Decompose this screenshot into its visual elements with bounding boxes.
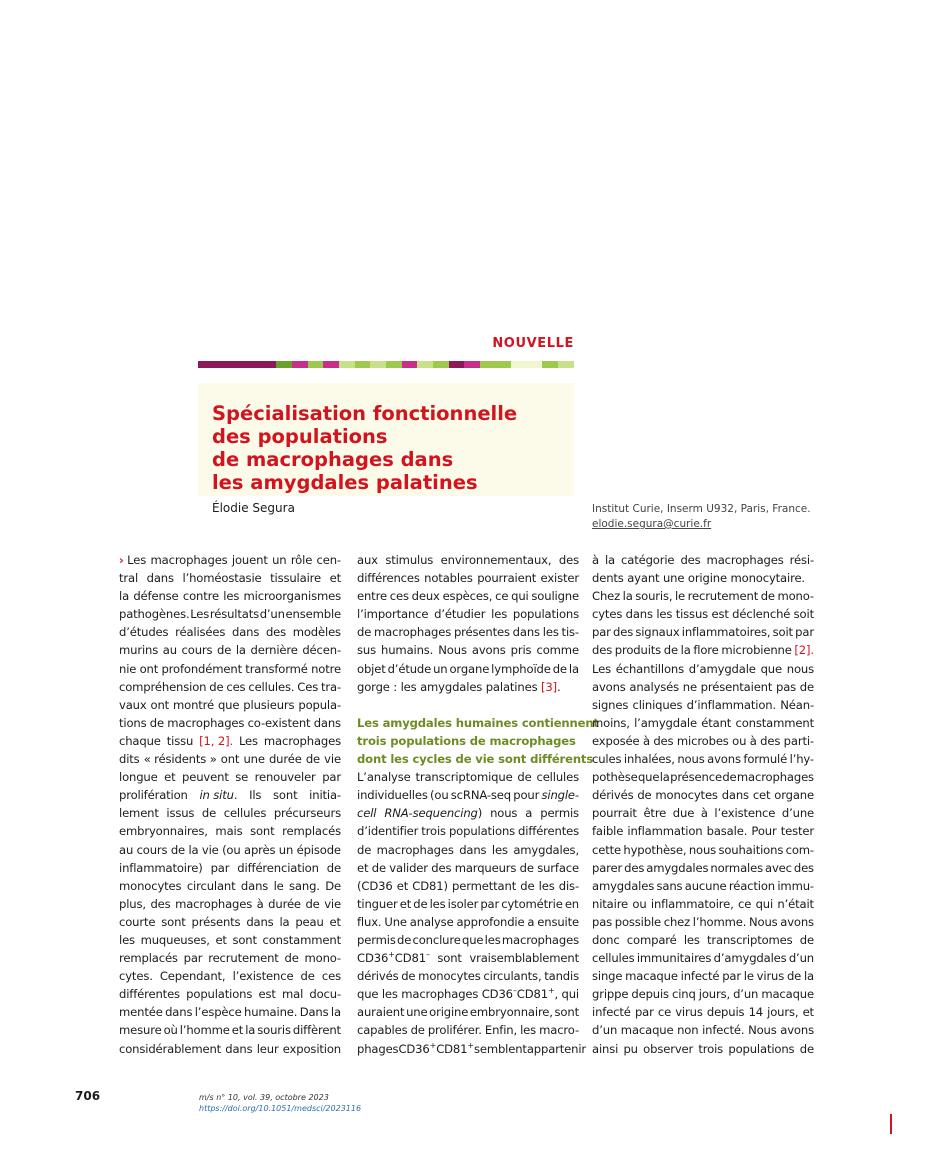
text-line: mentée dans l’espèce humaine. Dans la — [119, 1005, 341, 1020]
text-line: signes cliniques d’inflammation. Néan- — [592, 697, 814, 712]
text-line: tral dans l’homéostasie tissulaire et — [119, 571, 341, 586]
color-bar-segment — [308, 361, 324, 368]
text-line: que les macrophages CD36–CD81+, qui — [357, 986, 579, 1002]
author: Élodie Segura — [212, 501, 295, 515]
text-line: tions de macrophages co-existent dans — [119, 715, 341, 730]
journal-issue: m/s n° 10, vol. 39, octobre 2023 — [199, 1093, 329, 1102]
text-line: d’identifier trois populations différentes — [357, 824, 579, 839]
text-line: cytes dans les tissus est déclenché soit — [592, 607, 814, 622]
citation-link[interactable]: [1, 2]. — [199, 733, 233, 748]
section-heading: trois populations de macrophages — [357, 733, 576, 748]
color-bar-segment — [464, 361, 480, 368]
text-line: dents ayant une origine monocytaire. — [592, 571, 805, 586]
text-line: courte sont présents dans la peau et — [119, 914, 341, 929]
text-line: infecté par ce virus depuis 14 jours, et — [592, 1005, 814, 1020]
text-line: les muqueuses, et sont constamment — [119, 932, 341, 947]
text-column-3 — [592, 551, 814, 1058]
text-line: nitaire ou inflammatoire, ce qui n’était — [592, 896, 814, 911]
text-line: remplacés par recrutement de mono- — [119, 951, 341, 966]
color-bar-segment — [276, 361, 292, 368]
title-line: de macrophages dans — [212, 448, 454, 471]
text-line: longue et peuvent se renouveler par — [119, 770, 341, 785]
text-line: cellules immunitaires d’amygdales d’un — [592, 951, 814, 966]
color-bar-segment — [370, 361, 386, 368]
color-bar-segment — [449, 361, 465, 368]
text-line: cules inhalées, nous avons formulé l’hy- — [592, 752, 814, 767]
text-line: mesure où l’homme et la souris diffèrent — [119, 1023, 341, 1038]
text-line: dérivés de monocytes dans cet organe — [592, 788, 814, 803]
color-bar-segment — [417, 361, 433, 368]
text-line: lement issus de cellules précurseurs — [119, 806, 341, 821]
text-line: d’un macaque non infecté. Nous avons — [592, 1023, 814, 1038]
color-bar-segment — [245, 361, 261, 368]
text-line: pothèse que la présence de macrophages — [592, 770, 814, 785]
text-line: plus, des macrophages à durée de vie — [119, 896, 341, 911]
text-line: parer des amygdales normales avec des — [592, 860, 814, 875]
text-line: aux stimulus environnementaux, des — [357, 553, 579, 567]
text-line: dits « résidents » ont une durée de vie — [119, 752, 341, 767]
color-bar-segment — [495, 361, 511, 368]
text-line: objet d’étude un organe lymphoïde de la — [357, 661, 579, 676]
text-line: tinguer et de les isoler par cytométrie en — [357, 896, 579, 911]
text-line: de macrophages dans les amygdales, — [357, 842, 579, 857]
doi-link[interactable]: https://doi.org/10.1051/medsci/2023116 — [199, 1104, 362, 1113]
text-line: flux. Une analyse approfondie a ensuite — [357, 914, 579, 929]
text-line: L’analyse transcriptomique de cellules — [357, 770, 579, 785]
text-line: inflammatoire) par différenciation de — [119, 860, 341, 875]
text-line: à la catégorie des macrophages rési- — [592, 553, 814, 567]
page-number: 706 — [75, 1089, 101, 1103]
text-line: grippe depuis cinq jours, d’un macaque — [592, 987, 814, 1002]
text-line: murins au cours de la dernière décen- — [119, 643, 341, 658]
text-line: considérablement dans leur exposition — [119, 1041, 341, 1056]
text-line: de macrophages présentes dans les tis- — [357, 625, 579, 640]
text-line: (CD36 et CD81) permettant de les dis- — [357, 878, 579, 893]
text-line: pathogènes. Les résultats d’un ensemble — [119, 607, 341, 622]
text-line: sus humains. Nous avons pris comme — [357, 643, 579, 658]
chevron-right-icon: › — [119, 553, 124, 567]
text-line: amygdales sans aucune réaction immu- — [592, 878, 814, 893]
color-bar-segment — [214, 361, 230, 368]
text-line: moins, l’amygdale étant constamment — [592, 715, 814, 730]
text-line: nie ont profondément transformé notre — [119, 661, 341, 676]
text-line: Les échantillons d’amygdale que nous — [592, 661, 814, 676]
text-line: exposée à des microbes ou à des parti- — [592, 733, 814, 748]
journal-reference — [199, 1092, 361, 1114]
color-bar-segment — [402, 361, 418, 368]
text-line: pas possible chez l’homme. Nous avons — [592, 914, 814, 929]
color-bar-segment — [542, 361, 558, 368]
color-bar-segment — [433, 361, 449, 368]
text-line: chaque tissu [1, 2]. Les macrophages — [119, 732, 341, 750]
color-bar-segment — [198, 361, 214, 368]
color-bar-segment — [261, 361, 277, 368]
text-line: et de valider des marqueurs de surface — [357, 860, 579, 875]
email-link[interactable]: elodie.segura@curie.fr — [592, 518, 712, 530]
color-bar-segment — [355, 361, 371, 368]
text-line: cette hypothèse, nous souhaitions com- — [592, 842, 814, 857]
section-label: NOUVELLE — [492, 336, 574, 351]
title-line: Spécialisation fonctionnelle — [212, 402, 518, 425]
text-line: auraient une origine embryonnaire, sont — [357, 1005, 579, 1020]
color-bar-segment — [323, 361, 339, 368]
text-line: › Les macrophages jouent un rôle cen- — [119, 553, 341, 567]
text-line: Chez la souris, le recrutement de mono- — [592, 589, 814, 604]
text-line: dérivés de monocytes circulants, tandis — [357, 969, 579, 984]
text-line: différences notables pourraient exister — [357, 571, 579, 586]
section-heading: dont les cycles de vie sont différents — [357, 752, 594, 767]
edge-marker — [890, 1114, 892, 1134]
text-line: des produits de la flore microbienne [2]. — [592, 641, 814, 659]
section-heading: Les amygdales humaines contiennent — [357, 715, 599, 730]
text-line: par des signaux inflammatoires, soit par — [592, 625, 814, 640]
color-bar-segment — [339, 361, 355, 368]
text-line: l’importance d’étudier les populations — [357, 607, 579, 622]
text-line: cytes. Cependant, l’existence de ces — [119, 969, 341, 984]
text-line: pourrait être due à l’existence d’une — [592, 806, 814, 821]
text-line: cell RNA-sequencing) nous a permis — [357, 806, 579, 821]
text-line: CD36+CD81– sont vraisemblablement — [357, 950, 579, 966]
text-line: ainsi pu observer trois populations de — [592, 1041, 814, 1056]
color-bar-segment — [527, 361, 543, 368]
text-line: donc comparé les transcriptomes de — [592, 932, 814, 947]
title-line: des populations — [212, 425, 388, 448]
decorative-color-bar — [198, 361, 574, 368]
text-line: individuelles (ou scRNA-seq pour single- — [357, 788, 579, 803]
title-line: les amygdales palatines — [212, 471, 478, 494]
color-bar-segment — [292, 361, 308, 368]
text-line: permis de conclure que les macrophages — [357, 932, 579, 947]
color-bar-segment — [229, 361, 245, 368]
text-line: prolifération in situ. Ils sont initia- — [119, 788, 341, 803]
text-line: vaux ont montré que plusieurs popula- — [119, 697, 341, 712]
color-bar-segment — [511, 361, 527, 368]
text-line: singe macaque infecté par le virus de la — [592, 969, 814, 984]
text-line: différentes populations est mal docu- — [119, 987, 341, 1002]
text-line: phages CD36+CD81+ semblent appartenir — [357, 1040, 587, 1056]
text-line: capables de proliférer. Enfin, les macro- — [357, 1023, 579, 1038]
affiliation-text: Institut Curie, Inserm U932, Paris, France. — [592, 503, 811, 515]
text-line: compréhension de ces cellules. Ces tra- — [119, 679, 341, 694]
text-line: entre ces deux espèces, ce qui souligne — [357, 589, 579, 604]
text-line: embryonnaires, mais sont remplacés — [119, 824, 341, 839]
text-line: au cours de la vie (ou après un épisode — [119, 842, 341, 857]
color-bar-segment — [386, 361, 402, 368]
text-line: la défense contre les microorganismes — [119, 589, 341, 604]
color-bar-segment — [558, 361, 574, 368]
color-bar-segment — [480, 361, 496, 368]
text-line: monocytes circulant dans le sang. De — [119, 878, 341, 893]
text-line: avons analysés ne présentaient pas de — [592, 679, 814, 694]
text-line: gorge : les amygdales palatines [3]. — [357, 679, 561, 694]
text-line: faible inflammation basale. Pour tester — [592, 824, 814, 839]
citation-link[interactable]: [2]. — [794, 643, 814, 658]
article-title — [212, 402, 572, 494]
citation-link[interactable]: [3] — [541, 679, 557, 694]
text-column-2 — [357, 551, 599, 1058]
text-line: d’études réalisées dans des modèles — [119, 625, 341, 640]
text-column-1 — [119, 551, 341, 1058]
affiliation — [592, 502, 811, 532]
